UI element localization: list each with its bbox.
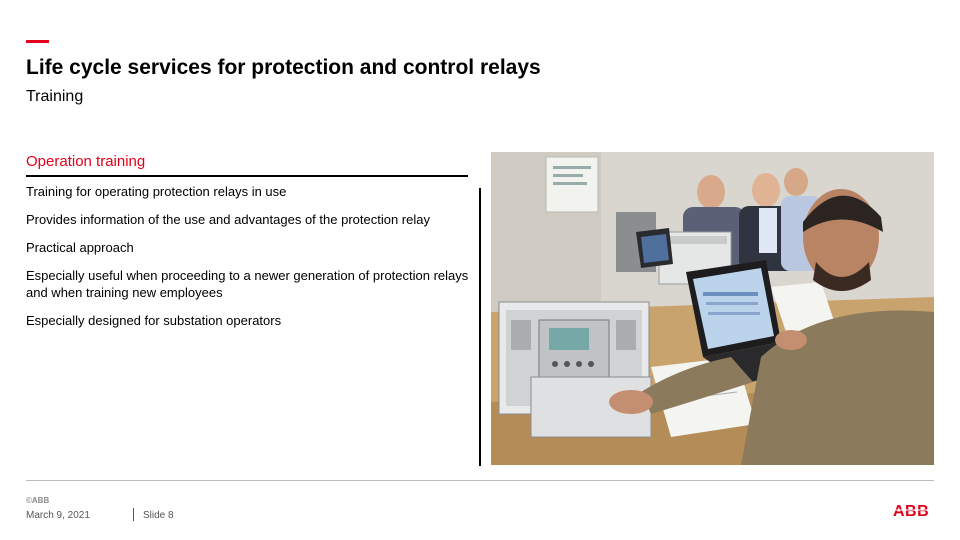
title-accent-bar <box>26 40 49 43</box>
section-divider <box>26 175 468 177</box>
page-subtitle: Training <box>26 88 84 105</box>
bullet-item: Especially designed for substation operators <box>26 313 282 328</box>
footer-divider <box>26 480 934 481</box>
bullet-item: Provides information of the use and advantages of the protection relay <box>26 212 430 227</box>
bullet-item: Practical approach <box>26 240 134 255</box>
svg-text:ABB: ABB <box>893 503 930 518</box>
training-photo-icon <box>491 152 934 465</box>
photo-divider <box>479 188 481 466</box>
bullet-list <box>26 183 471 340</box>
footer-separator <box>133 508 134 521</box>
abb-logo-icon <box>893 503 934 523</box>
page-title: Life cycle services for protection and control relays <box>26 56 541 79</box>
slide-number: Slide 8 <box>143 510 174 521</box>
footer-date: March 9, 2021 <box>26 510 90 521</box>
bullet-item: Especially useful when proceeding to a newer generation of protection relays and when training new employees <box>26 268 469 300</box>
copyright-text: ©ABB <box>26 496 50 505</box>
bullet-item: Training for operating protection relays in use <box>26 184 287 199</box>
section-heading: Operation training <box>26 153 146 170</box>
